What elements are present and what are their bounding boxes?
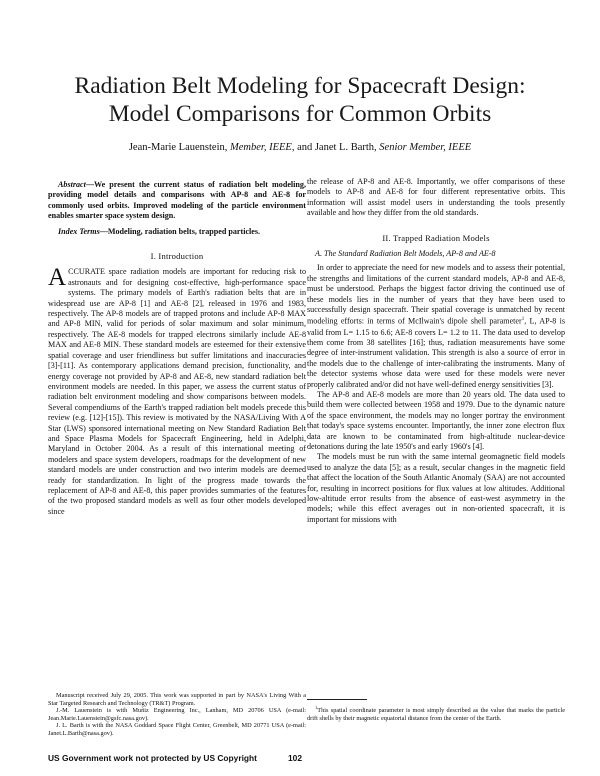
- footnote-right-text: This spatial coordinate parameter is most simply described as the value that marks the particle drift shells by their magnetic equatorial distance from the center of the Earth.: [307, 707, 565, 722]
- section-2-paragraph-2: The AP-8 and AE-8 models are more than 20 years old. The data used to build them were collected between 1958 and 1979. Due to the dynamic nature of the space environment, the models may no longer portray the environment that today's space systems encounter. Importantly, the inner zone electron flux data are known to be contaminated from high-altitude nuclear-device detonations during the late 1950's and early 1960's [4].: [307, 390, 565, 452]
- author-line: [20, 142, 580, 153]
- right-footnote: [307, 699, 565, 722]
- section-2-paragraph-1: [307, 263, 565, 390]
- paper-title: [40, 72, 560, 128]
- author-2-role: Senior Member, IEEE: [379, 142, 472, 153]
- section-1-text: CCURATE space radiation models are important for reducing risk to astronauts and for designing cost-effective, high-performance space systems. The primary models of Earth's radiation belts that are in widespread use are AP-8 [1] and AE-8 [2], released in 1976 and 1983, respectively. The AP-8 models are of trapped protons and include AP-8 MAX and AP-8 MIN, valid for periods of solar maximum and solar minimum, respectively. The AE-8 models for trapped electrons similarly include AE-8 MAX and AE-8 MIN. These standard models are esteemed for their extensive spatial coverage and user friendliness but suffer limitations and inaccuracies [3]-[11]. As contemporary applications demand precision, functionality, and energy coverage not provided by AP-8 and AE-8, new standard radiation belt environment models are needed. In this paper, we assess the current status of radiation belt environment modeling and show comparisons between models. Several compendiums of the Earth's trapped radiation belt models precede this review (e.g. [12]-[15]). This review is motivated by the NASA/Living With A Star (LWS) sponsored international meeting on New Standard Radiation Belt and Space Plasma Models for Spacecraft Engineering, held in Adelphi, Maryland in October 2004. As a result of this international meeting of modelers and space system developers, roadmaps for the development of new standard models are under construction and two interim models are deemed ready for standardization. In light of the progress made towards the replacement of AP-8 and AE-8, this paper provides summaries of the features of the two proposed standard models as well as four other models developed since: [48, 267, 306, 516]
- page-number: 102: [288, 753, 302, 763]
- copyright-notice: US Government work not protected by US Copyright: [48, 753, 257, 763]
- index-terms-text: —Modeling, radiation belts, trapped particles.: [99, 226, 261, 236]
- section-2-heading: II. Trapped Radiation Models: [382, 232, 490, 243]
- abstract-text: —We present the current status of radiation belt modeling, providing model details and comparisons with AP-8 and AE-8 for commonly used orbits. Improved modeling of the particle environment enables smarter space system design.: [48, 180, 306, 221]
- title-line-1: Radiation Belt Modeling for Spacecraft Design:: [74, 73, 526, 99]
- footnote-manuscript: Manuscript received July 29, 2005. This work was supported in part by NASA's Living With a Star Targeted Research and Technology (TR&T) Program.: [48, 692, 306, 707]
- footnote-author-1: J.-M. Lauenstein is with Muñiz Engineering Inc., Lanham, MD 20706 USA (e-mail: Jean.Marie.Lauenstein@gsfc.nasa.gov).: [48, 707, 306, 722]
- section-1-heading: I. Introduction: [150, 251, 204, 262]
- author-separator: , and Janet L. Barth,: [291, 142, 380, 153]
- page-footer: [48, 753, 560, 763]
- index-terms-label: Index Terms: [58, 226, 100, 236]
- footnote-right-marker: 1: [315, 705, 318, 710]
- section-1-paragraph: [48, 264, 306, 517]
- section-2-paragraph-1-text: In order to appreciate the need for new models and to assess their potential, the strengths and limitations of the current standard models, AP-8 and AE-8, must be understood. Perhaps the biggest factor driving the continued use of these models lies in the number of years that they have been used to successfully design spacecraft. Their spatial coverage is unmatched by recent modeling efforts: in terms of McIlwain's dipole shell parameter: [307, 263, 565, 327]
- section-1-continuation: the release of AP-8 and AE-8. Importantly, we offer comparisons of these models to AP-8 and AE-8 for four different representative orbits. This information will assist model users in understanding the tools presently available and how they differ from the old standards.: [307, 177, 565, 218]
- abstract-label: Abstract: [58, 180, 86, 189]
- index-terms: [48, 227, 306, 237]
- subsection-a-heading: A. The Standard Radiation Belt Models, AP-8 and AE-8: [315, 249, 496, 259]
- left-column: [48, 180, 306, 517]
- section-2-paragraph-1-rest: , L, AP-8 is valid from L= 1.15 to 6.6; AE-8 covers L= 1.2 to 11. The data used to develop them come from 38 satellites [16]; thus, radiation measurements have some degree of inter-instrument validation. This strength is also a source of error in the models due to the challenge of inter-calibrating the instruments. Many of the detector systems whose data were used for these models were never properly calibrated and/or did not have well-defined energy sensitivities [3].: [307, 317, 566, 389]
- right-column: [307, 177, 565, 525]
- footnote-rule: [307, 699, 367, 700]
- footnote-author-2: J. L. Barth is with the NASA Goddard Space Flight Center, Greenbelt, MD 20771 USA (e-mail: Janet.L.Barth@nasa.gov).: [48, 722, 306, 737]
- title-line-2: Model Comparisons for Common Orbits: [108, 101, 492, 127]
- author-1: Jean-Marie Lauenstein,: [128, 142, 230, 153]
- left-footnotes: [48, 692, 306, 738]
- author-1-role: Member, IEEE: [230, 142, 292, 153]
- section-2-paragraph-3: The models must be run with the same internal geomagnetic field models used to analyze the data [5]; as a result, secular changes in the magnetic field that affect the location of the South Atlantic Anomaly (SAA) are not accounted for, resulting in incorrect positions for flux values at low altitudes. Additional low-altitude error results from the absence of east-west asymmetry in the models; while this effect averages out in non-oriented spacecraft, it is important for missions with: [307, 452, 565, 524]
- footnote-l-shell: [307, 704, 565, 722]
- abstract: [48, 180, 306, 222]
- drop-cap: A: [48, 264, 67, 292]
- footnote-marker: 1: [521, 317, 525, 323]
